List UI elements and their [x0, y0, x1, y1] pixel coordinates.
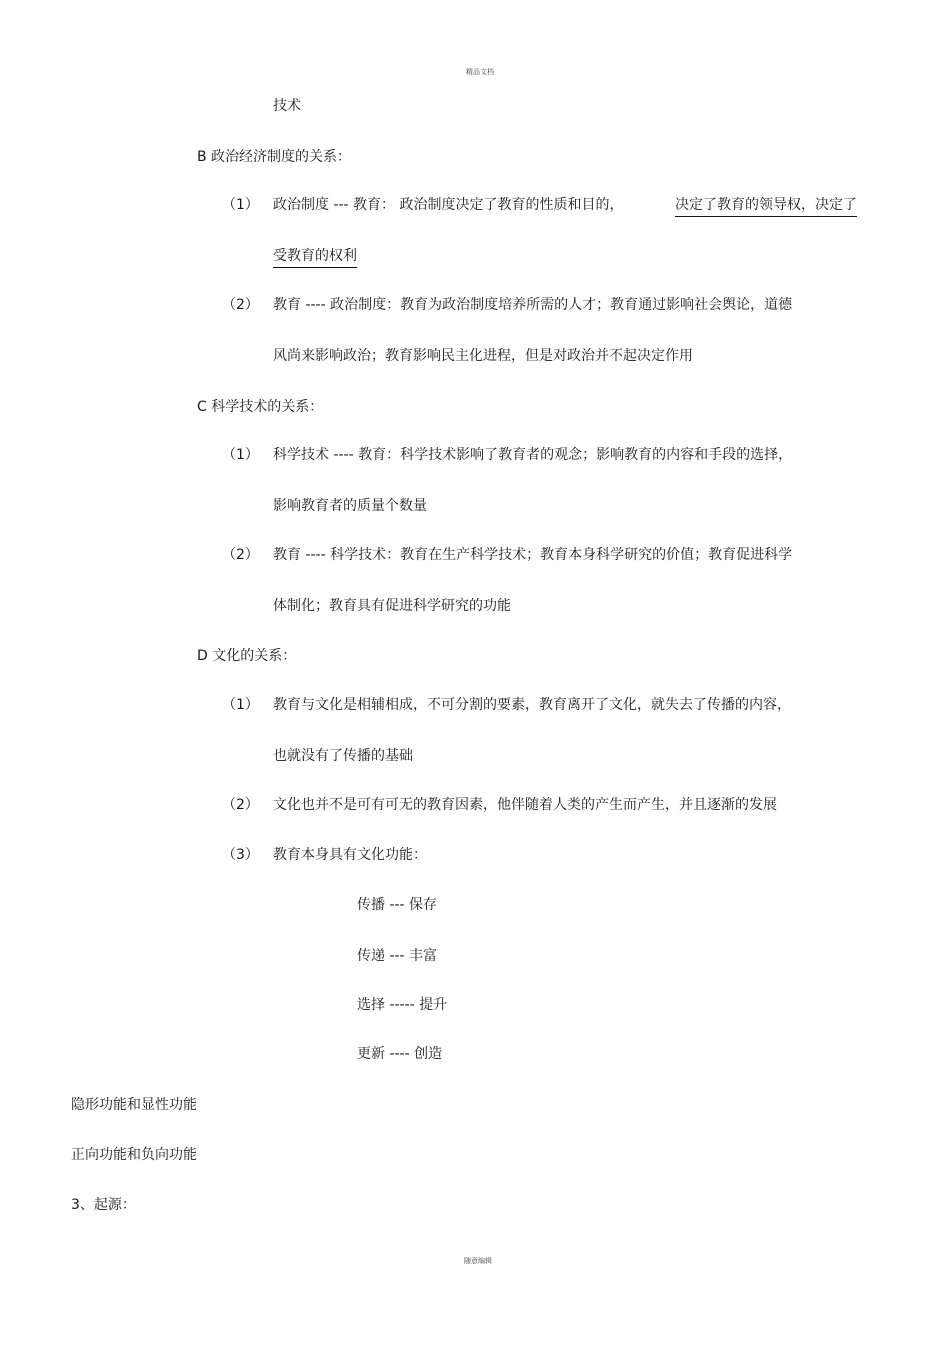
- text-line: 文化也并不是可有可无的教育因素，他伴随着人类的产生而产生，并且逐渐的发展: [273, 797, 777, 813]
- text-line: 也就没有了传播的基础: [273, 748, 413, 764]
- item-number: （3）: [222, 847, 259, 863]
- text-line: 技术: [273, 98, 301, 114]
- function-pair: 传递 --- 丰富: [357, 948, 438, 964]
- section-heading-b: B 政治经济制度的关系：: [197, 149, 352, 165]
- item-number: （2）: [222, 297, 259, 313]
- underlined-text: 决定了教育的领导权，决定了: [675, 195, 857, 217]
- text-line: 教育本身具有文化功能：: [273, 847, 427, 863]
- section-heading-d: D 文化的关系：: [197, 648, 297, 664]
- item-number: （2）: [222, 547, 259, 563]
- item-number: （2）: [222, 797, 259, 813]
- function-pair: 更新 ---- 创造: [357, 1046, 443, 1062]
- text-line: 政治制度 --- 教育： 政治制度决定了教育的性质和目的，: [273, 197, 624, 213]
- text-line: 教育与文化是相辅相成，不可分割的要素，教育离开了文化，就失去了传播的内容，: [273, 697, 791, 713]
- item-number: （1）: [222, 697, 259, 713]
- section-heading-3: 3、起源：: [71, 1197, 136, 1213]
- function-pair: 选择 ----- 提升: [357, 997, 448, 1013]
- text-line: 正向功能和负向功能: [71, 1147, 197, 1163]
- item-number: （1）: [222, 197, 259, 213]
- page-header: 精品文档: [466, 68, 494, 76]
- text-line: 隐形功能和显性功能: [71, 1097, 197, 1113]
- text-line: 风尚来影响政治；教育影响民主化进程，但是对政治并不起决定作用: [273, 348, 693, 364]
- text-line: 教育 ---- 政治制度：教育为政治制度培养所需的人才；教育通过影响社会舆论，道德: [273, 297, 793, 313]
- item-number: （1）: [222, 447, 259, 463]
- page-footer: 随意编辑: [464, 1257, 492, 1265]
- text-line: 教育 ---- 科学技术：教育在生产科学技术；教育本身科学研究的价值；教育促进科学: [273, 547, 793, 563]
- underlined-text: 受教育的权利: [273, 246, 357, 268]
- function-pair: 传播 --- 保存: [357, 897, 438, 913]
- section-heading-c: C 科学技术的关系：: [197, 399, 324, 415]
- text-line: 影响教育者的质量个数量: [273, 498, 427, 514]
- text-line: 体制化；教育具有促进科学研究的功能: [273, 598, 511, 614]
- text-line: 科学技术 ---- 教育：科学技术影响了教育者的观念；影响教育的内容和手段的选择，: [273, 447, 793, 463]
